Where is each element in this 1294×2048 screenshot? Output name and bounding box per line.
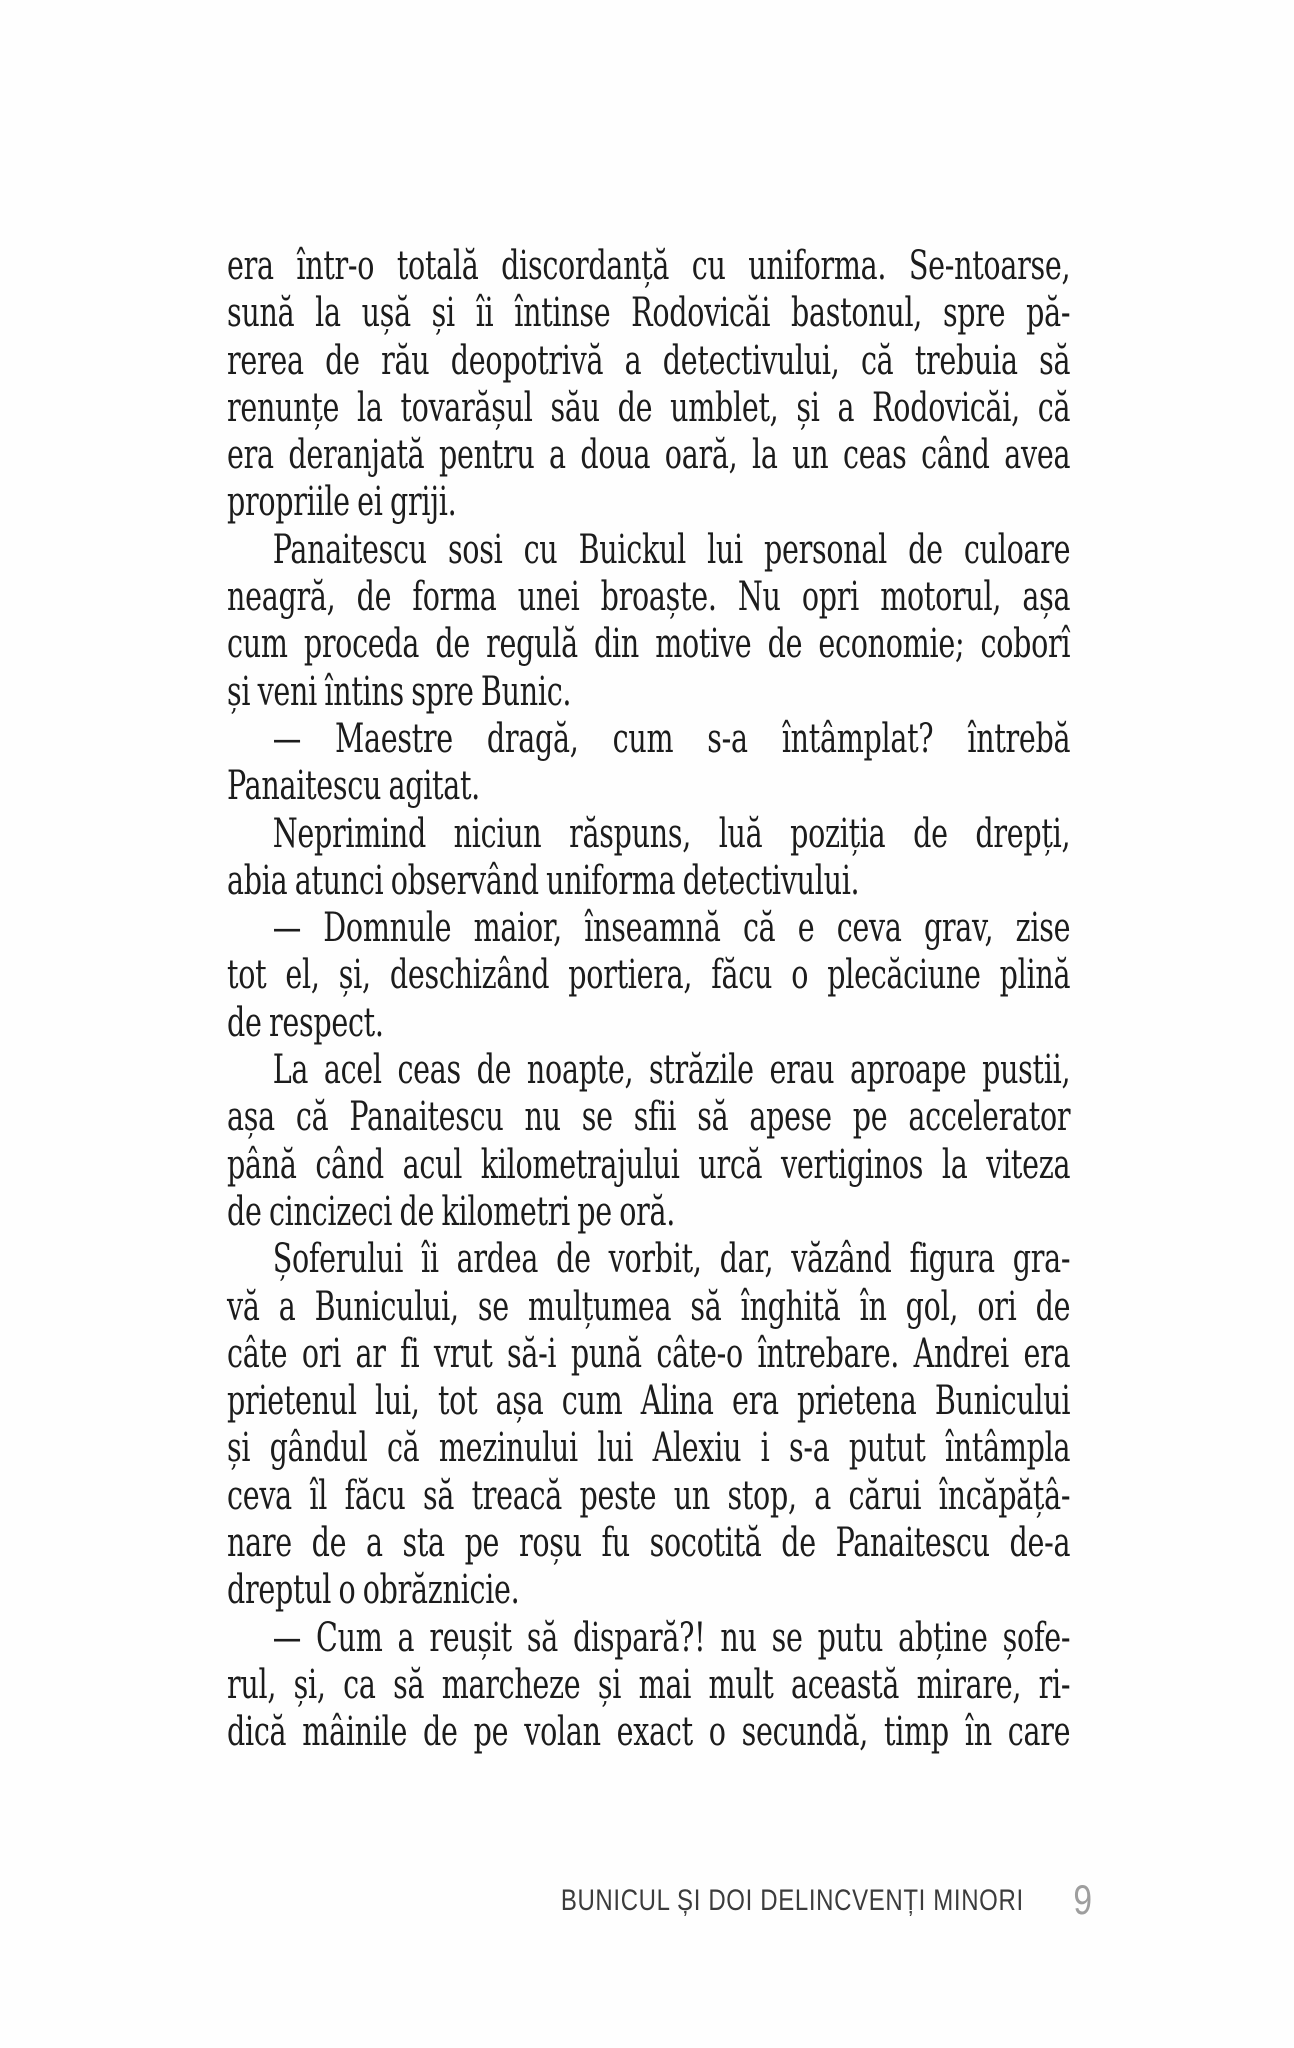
text-line: prietenul lui, tot așa cum Alina era prietena Bunicului — [227, 1378, 1071, 1425]
text-line: așa că Panaitescu nu se sfii să apese pe accelerator — [227, 1094, 1071, 1141]
text-line: — Maestre dragă, cum s-a întâmplat? întrebă — [272, 715, 1071, 762]
paragraph — [227, 811, 1070, 906]
paragraph — [227, 527, 1070, 716]
text-line: de cincizeci de kilometri pe oră. — [227, 1188, 676, 1235]
paragraph — [227, 1047, 1070, 1236]
text-line: dreptul o obrăznicie. — [227, 1567, 520, 1614]
paragraph — [227, 243, 1070, 527]
text-block — [227, 243, 1070, 1757]
paragraph — [227, 1615, 1070, 1757]
text-line: Panaitescu sosi cu Buickul lui personal de culoare — [272, 526, 1071, 573]
text-line: și veni întins spre Bunic. — [227, 668, 572, 715]
text-line: și gândul că mezinului lui Alexiu i s-a putut întâmpla — [227, 1425, 1071, 1472]
text-line: sună la ușă și îi întinse Rodovicăi bastonul, spre pă- — [227, 290, 1071, 337]
text-line: nare de a sta pe roșu fu socotită de Panaitescu de-a — [227, 1520, 1071, 1567]
text-line: — Cum a reușit să dispară?! nu se putu abține șofe- — [272, 1614, 1071, 1661]
paragraph — [227, 716, 1070, 811]
text-line: neagră, de forma unei broaște. Nu opri motorul, așa — [227, 574, 1071, 621]
text-line: La acel ceas de noapte, străzile erau aproape pustii, — [272, 1047, 1071, 1094]
text-line: dică mâinile de pe volan exact o secundă, timp în care — [227, 1709, 1071, 1756]
paragraph — [227, 905, 1070, 1047]
text-line: ceva îl făcu să treacă peste un stop, a cărui încăpățâ- — [227, 1472, 1071, 1519]
text-line: abia atunci observând uniforma detectivului. — [227, 857, 860, 904]
text-line: rul, și, ca să marcheze și mai mult această mirare, ri- — [227, 1661, 1071, 1708]
text-line: era într-o totală discordanță cu uniforma. Se-ntoarse, — [227, 243, 1071, 289]
paragraph — [227, 1236, 1070, 1614]
text-line: tot el, și, deschizând portiera, făcu o plecăciune plină — [227, 952, 1071, 999]
running-footer-title: BUNICUL ȘI DOI DELINCVENȚI MINORI — [560, 1884, 1024, 1917]
page-footer — [560, 1872, 1092, 1923]
page-number: 9 — [1073, 1876, 1092, 1923]
text-line: propriile ei griji. — [227, 479, 457, 526]
text-line: până când acul kilometrajului urcă vertiginos la viteza — [227, 1141, 1071, 1188]
text-line: de respect. — [227, 999, 384, 1046]
text-line: cum proceda de regulă din motive de economie; coborî — [227, 621, 1071, 668]
text-line: renunțe la tovarășul său de umblet, și a Rodovicăi, că — [227, 384, 1071, 431]
text-line: Șoferului îi ardea de vorbit, dar, văzând figura gra- — [272, 1236, 1071, 1283]
text-line: Panaitescu agitat. — [227, 763, 480, 810]
text-line: câte ori ar fi vrut să-i pună câte-o întrebare. Andrei era — [227, 1330, 1071, 1377]
text-line: — Domnule maior, înseamnă că e ceva grav, zise — [272, 905, 1071, 952]
text-line: Neprimind niciun răspuns, luă poziția de drepți, — [272, 810, 1071, 857]
text-line: rerea de rău deopotrivă a detectivului, că trebuia să — [227, 337, 1071, 384]
text-line: vă a Bunicului, se mulțumea să înghită în gol, ori de — [227, 1283, 1071, 1330]
text-line: era deranjată pentru a doua oară, la un ceas când avea — [227, 432, 1071, 479]
